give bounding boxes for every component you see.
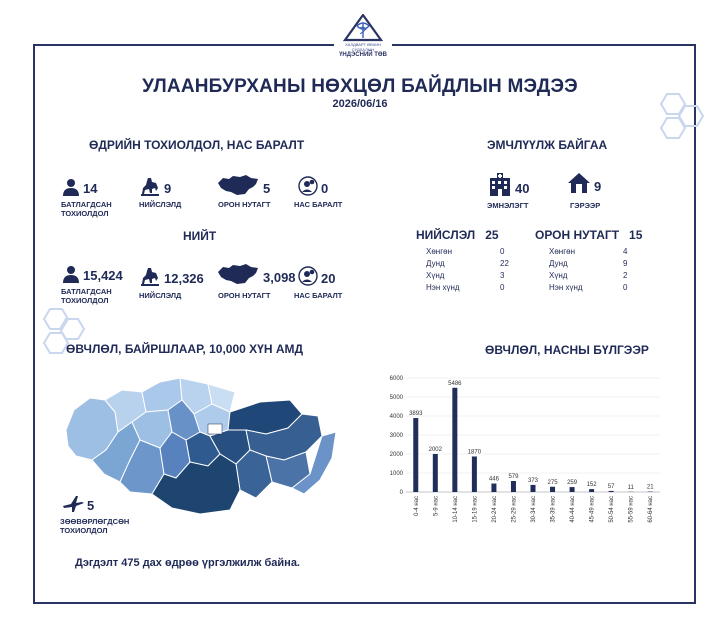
x-tick-label: 55-59 нас (628, 496, 635, 523)
daily-rural (216, 174, 270, 196)
map-capital-marker (208, 424, 222, 434)
bar-value-label: 11 (627, 484, 634, 491)
bar (452, 388, 457, 492)
person-icon (62, 178, 80, 196)
daily-capital (139, 176, 171, 196)
rural-severity-title: ОРОН НУТАГТ 15 (535, 228, 643, 242)
bar-value-label: 21 (646, 484, 654, 491)
total-confirmed (62, 265, 123, 283)
x-tick-label: 35-39 нас (550, 496, 557, 523)
daily-confirmed-value: 14 (83, 181, 98, 196)
x-tick-label: 5-9 нас (433, 496, 440, 516)
bar-value-label: 1870 (467, 449, 482, 456)
y-tick-label: 2000 (389, 452, 403, 458)
logo-emblem-icon (343, 14, 383, 42)
y-tick-label: 1000 (389, 471, 403, 477)
capital-severity-table (426, 245, 520, 293)
logo-name: ҮНДЭСНИЙ ТӨВ (339, 52, 387, 58)
x-tick-label: 30-34 нас (531, 496, 537, 523)
table-row: Нэн хүнд 0 (426, 282, 505, 292)
y-tick-label: 3000 (389, 433, 403, 439)
total-heading: НИЙТ (183, 229, 217, 243)
capital-severity-title: НИЙСЛЭЛ 25 (416, 228, 499, 242)
table-row: Нэн хүнд 0 (549, 282, 628, 292)
x-tick-label: 0-4 нас (413, 496, 420, 516)
bar (609, 491, 614, 492)
bar-value-label: 152 (586, 482, 597, 489)
map-heading: ӨВЧЛӨЛ, БАЙРШЛААР, 10,000 ХҮН АМД (66, 342, 304, 356)
total-deaths (298, 266, 335, 286)
x-tick-label: 60-64 нас (648, 496, 655, 523)
x-tick-label: 15-19 нас (472, 496, 479, 523)
table-row: Хөнгөн 0 (426, 246, 505, 256)
home-stat (567, 172, 601, 194)
daily-heading: ӨДРИЙН ТОХИОЛДОЛ, НАС БАРАЛТ (89, 138, 305, 152)
bar-value-label: 3893 (409, 411, 423, 418)
total-capital-label: НИЙСЛЭЛД (139, 291, 182, 300)
mongolia-map-icon (216, 263, 260, 285)
y-tick-label: 0 (399, 490, 403, 496)
table-row: Дунд 9 (549, 258, 628, 268)
bar (570, 487, 575, 492)
logo (334, 14, 392, 62)
bar-value-label: 57 (607, 483, 615, 490)
rural-severity-table (549, 245, 643, 293)
bar (589, 489, 594, 492)
bar-value-label: 2002 (428, 446, 442, 453)
table-row: Хөнгөн 4 (549, 246, 628, 256)
daily-confirmed-label: БАТЛАГДСАН ТОХИОЛДОЛ (61, 200, 112, 218)
x-tick-label: 40-44 нас (570, 496, 577, 523)
bar-value-label: 5486 (448, 380, 462, 387)
bar-value-label: 579 (508, 473, 519, 480)
x-tick-label: 20-24 нас (491, 496, 498, 523)
daily-deaths-value: 0 (321, 181, 329, 196)
death-person-icon (298, 266, 318, 286)
bar (531, 485, 536, 492)
y-tick-label: 4000 (389, 414, 403, 420)
daily-deaths (298, 176, 328, 196)
total-deaths-label: НАС БАРАЛТ (294, 291, 343, 300)
hospital-value: 40 (515, 181, 530, 196)
horse-rider-statue-icon (139, 266, 161, 286)
total-rural (216, 263, 296, 285)
bar (433, 454, 438, 492)
mongolia-choropleth-map (60, 370, 340, 520)
age-chart-heading: ӨВЧЛӨЛ, НАСНЫ БҮЛГЭЭР (485, 343, 649, 357)
bar (511, 481, 516, 492)
x-tick-label: 50-54 нас (609, 496, 616, 523)
total-rural-value: 3,098 (263, 270, 296, 285)
total-deaths-value: 20 (321, 271, 336, 286)
total-confirmed-value: 15,424 (83, 268, 123, 283)
report-date: 2026/06/16 (332, 98, 388, 110)
bar (550, 487, 555, 492)
hospital-label: ЭМНЭЛЭГТ (487, 201, 529, 210)
bar (413, 418, 418, 492)
bar-value-label: 259 (567, 480, 578, 487)
imported-cases (62, 495, 94, 513)
x-tick-label: 10-14 нас (452, 496, 459, 523)
page-title: УЛААНБУРХАНЫ НӨХЦӨЛ БАЙДЛЫН МЭДЭЭ (142, 76, 578, 97)
treatment-heading: ЭМЧЛҮҮЛЖ БАЙГАА (487, 138, 608, 152)
home-label: ГЭРЭЭР (570, 201, 601, 210)
bar-value-label: 373 (527, 477, 539, 484)
bar-value-label: 446 (488, 476, 499, 483)
total-capital-value: 12,326 (164, 271, 204, 286)
person-icon (62, 265, 80, 283)
daily-rural-label: ОРОН НУТАГТ (218, 200, 271, 209)
table-row: Дунд 22 (426, 258, 509, 268)
daily-confirmed (62, 178, 97, 196)
hexagon-decoration-icon (645, 90, 705, 150)
table-row: Хүнд 2 (549, 270, 628, 280)
imported-label: ЗӨӨВӨРЛӨГДСӨН ТОХИОЛДОЛ (60, 517, 130, 535)
hospital-stat (488, 172, 529, 196)
logo-subtitle: ХАЛДВАРТ ӨВЧИН СУДЛАЛЫН (344, 42, 382, 52)
x-tick-label: 25-29 нас (511, 496, 518, 523)
daily-deaths-label: НАС БАРАЛТ (294, 200, 343, 209)
table-row: Хүнд 3 (426, 270, 505, 280)
y-tick-label: 6000 (389, 376, 403, 382)
bar-value-label: 275 (547, 479, 558, 486)
airplane-icon (62, 495, 84, 513)
mongolia-map-icon (216, 174, 260, 196)
daily-capital-label: НИЙСЛЭЛД (139, 200, 182, 209)
bar (472, 456, 477, 492)
home-icon (567, 172, 591, 194)
daily-capital-value: 9 (164, 181, 172, 196)
horse-rider-statue-icon (139, 176, 161, 196)
total-capital (139, 266, 204, 286)
x-tick-label: 45-49 нас (589, 496, 596, 523)
daily-rural-value: 5 (263, 181, 271, 196)
age-bar-chart (380, 370, 670, 540)
imported-value: 5 (87, 498, 95, 513)
total-confirmed-label: БАТЛАГДСАН ТОХИОЛДОЛ (61, 287, 112, 305)
y-tick-label: 5000 (389, 395, 403, 401)
death-person-icon (298, 176, 318, 196)
outbreak-duration-note: Дэгдэлт 475 дах өдрөө үргэлжилж байна. (75, 557, 300, 569)
hospital-icon (488, 172, 512, 196)
total-rural-label: ОРОН НУТАГТ (218, 291, 271, 300)
home-value: 9 (594, 179, 602, 194)
bar (491, 484, 496, 492)
